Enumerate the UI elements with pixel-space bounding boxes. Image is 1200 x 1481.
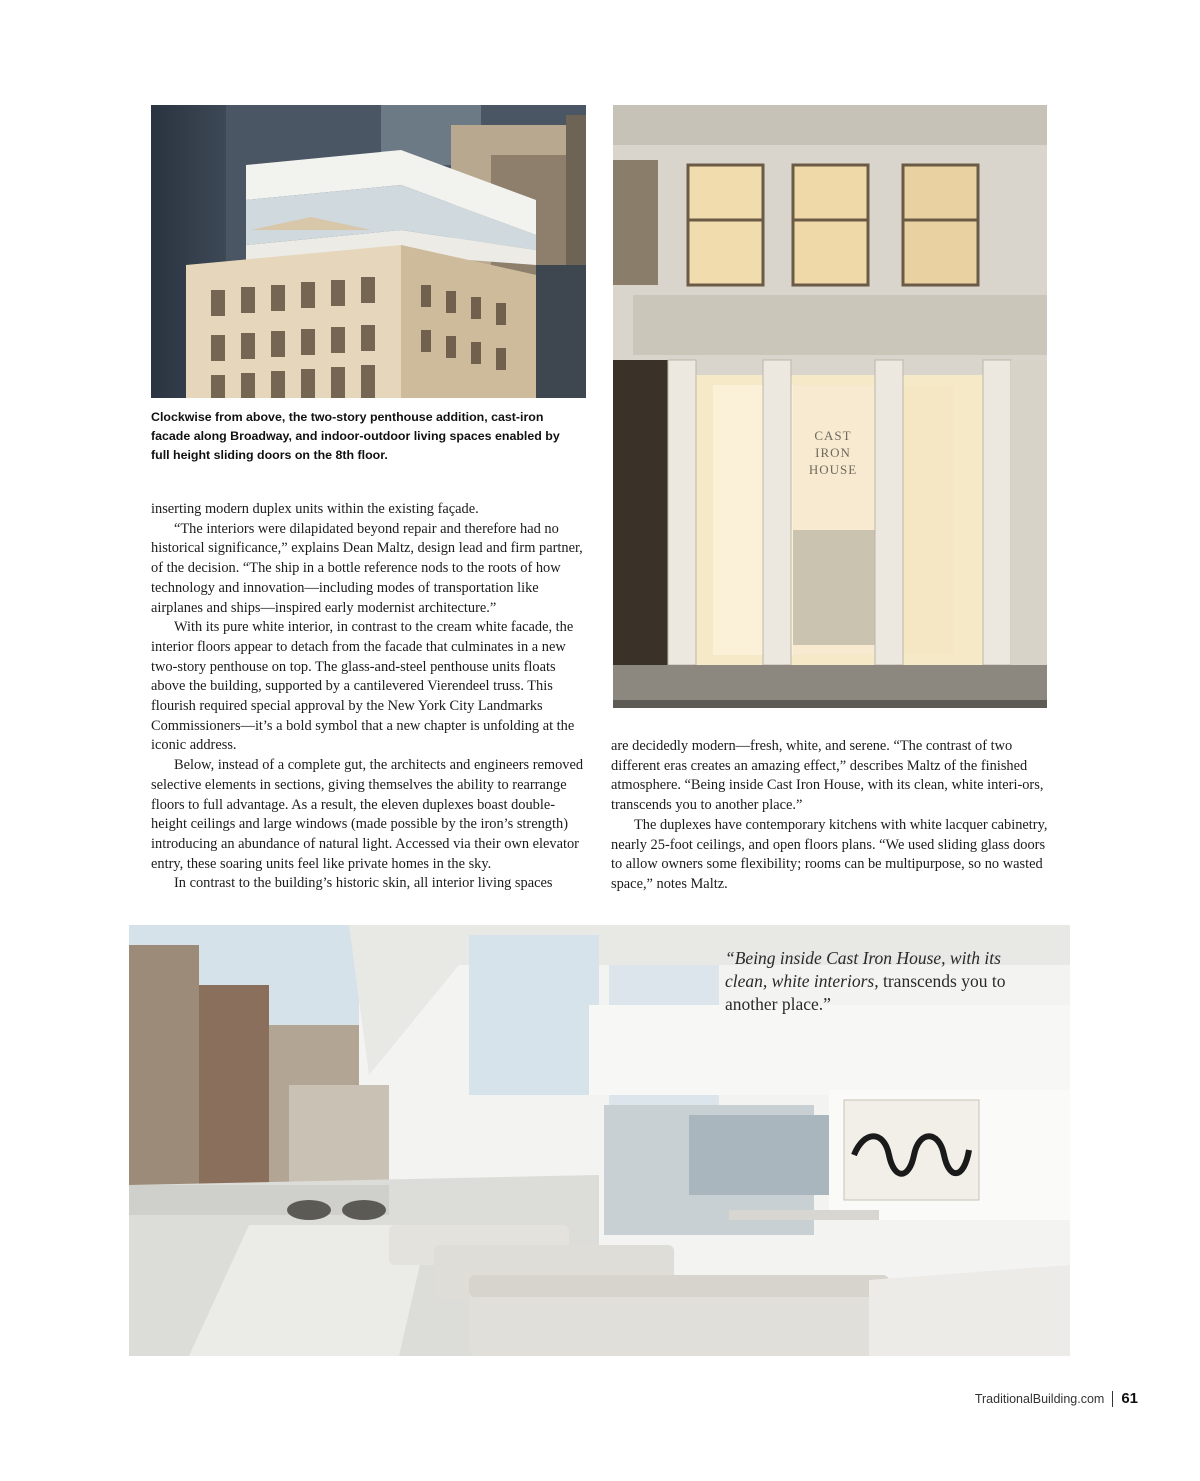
paragraph: are decidedly modern—fresh, white, and serene. “The contrast of two different eras creates an amazing effect,” describes Maltz of the finished atmosphere. “Being inside Cast Iron House, with its clean, white interi-ors, transcends you to another place.” (611, 738, 1044, 814)
paragraph: Below, instead of a complete gut, the architects and engineers removed selective elements in sections, giving themselves the ability to rearrange floors to full advantage. As a result, the eleven duplexes boast double-height ceilings and large windows (made possible by the iron’s strength) introducing an abundance of natural light. Accessed via their own elevator entry, these soaring units feel like private homes in the sky. (151, 757, 584, 872)
paragraph: “The interiors were dilapidated beyond repair and therefore had no historical significance,” explains Dean Maltz, design lead and firm partner, of the decision. “The ship in a bottle reference nods to the roots of how technology and innovation—including modes of transportation like airplanes and ships—inspired early modernist architecture.” (151, 520, 583, 616)
pull-quote-part1: “Being inside Cast Iron House, with its clean, white interiors, (725, 948, 1001, 991)
penthouse-illustration (151, 105, 586, 398)
article-right-column (611, 737, 1049, 895)
paragraph: The duplexes have contemporary kitchens with white lacquer cabinetry, nearly 25-foot ceilings, and open floors plans. “We used sliding glass doors to allow owners some flexibility; rooms can be multipurpose, so no wasted space,” notes Maltz. (611, 816, 1048, 892)
page-number: 61 (1121, 1390, 1138, 1407)
facade-sign-line2: IRON (815, 445, 851, 460)
facade-sign-line3: HOUSE (808, 462, 858, 477)
article-left-column (151, 500, 588, 894)
photo-caption: Clockwise from above, the two-story penthouse addition, cast-iron facade along Broadway, and indoor-outdoor living spaces enabled by full height sliding doors on the 8th floor. (151, 410, 560, 462)
pull-quote (725, 947, 1025, 1016)
facade-illustration (613, 105, 1047, 708)
paragraph: With its pure white interior, in contrast to the cream white facade, the interior floors appear to detach from the facade that culminates in a new two-story penthouse on top. The glass-and-steel penthouse units floats above the building, supported by a cantilevered Vierendeel truss. This flourish required special approval by the New York City Landmarks Commissioners—it’s a bold symbol that a new chapter is unfolding at the iconic address. (151, 619, 575, 754)
paragraph: In contrast to the building’s historic skin, all interior living spaces (174, 875, 553, 892)
footer-site: TraditionalBuilding.com (974, 1391, 1105, 1406)
pull-quote-part2: transcends you to another place.” (725, 971, 1006, 1014)
footer-divider (1112, 1391, 1113, 1407)
facade-photo (613, 105, 1047, 708)
facade-sign-line1: CAST (814, 428, 852, 443)
penthouse-photo (151, 105, 586, 398)
paragraph: inserting modern duplex units within the existing façade. (151, 501, 479, 517)
page-footer (975, 1390, 1138, 1407)
